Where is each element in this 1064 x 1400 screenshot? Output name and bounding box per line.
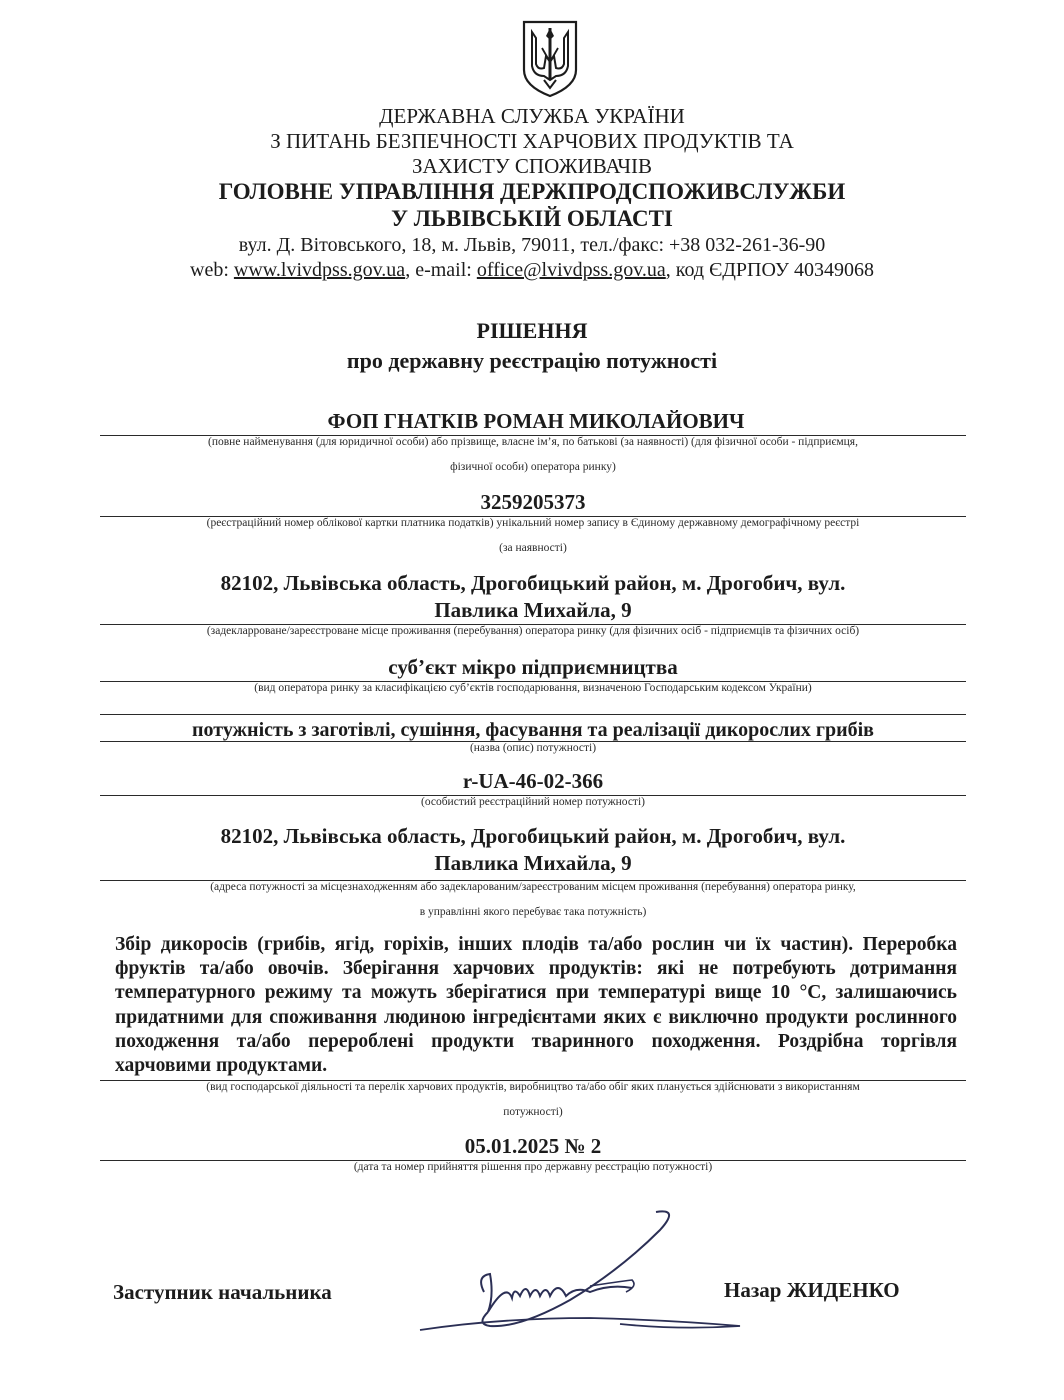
web-label: web:	[190, 259, 234, 281]
tax-number: 3259205373	[480, 490, 586, 514]
signatory-position: Заступник начальника	[113, 1280, 332, 1304]
office-name-line2: У ЛЬВІВСЬКІЙ ОБЛАСТІ	[391, 206, 673, 231]
facility-address-line2: Павлика Михайла, 9	[434, 851, 632, 875]
facility-name: потужність з заготівлі, сушіння, фасування та реалізації дикорослих грибів	[192, 719, 874, 741]
tax-number-caption-cont: (за наявності)	[499, 542, 567, 554]
agency-name-line3: ЗАХИСТУ СПОЖИВАЧІВ	[411, 154, 653, 178]
operator-name-caption-cont: фізичної особи) оператора ринку)	[450, 461, 616, 473]
operator-type: суб’єкт мікро підприємництва	[388, 655, 678, 679]
activity-caption-cont: потужності)	[503, 1106, 563, 1118]
agency-name-line1: ДЕРЖАВНА СЛУЖБА УКРАЇНИ	[379, 104, 685, 128]
office-name-line1: ГОЛОВНЕ УПРАВЛІННЯ ДЕРЖПРОДСПОЖИВСЛУЖБИ	[218, 179, 846, 204]
activity-description: Збір дикоросів (грибів, ягід, горіхів, інших плодів та/або рослин чи їх частин). Переробка фруктів та/або овочів. Зберігання харчових продуктів: які не потребують дотримання температурного режиму та можуть зберігатися при температурі вище 10 °С, залишаючись придатними для споживання людиною інгредієнтами яких є виключно продукти рослинного походження та/або перероблені продукти тваринного походження. Роздрібна торгівля харчовими продуктами.	[115, 934, 957, 1077]
email-link[interactable]: office@lvivdpss.gov.ua	[476, 259, 666, 281]
website-link[interactable]: www.lvivdpss.gov.ua	[233, 259, 406, 281]
document-subtitle: про державну реєстрацію потужності	[346, 348, 718, 373]
document-title: РІШЕННЯ	[476, 318, 588, 343]
residence-address-line2: Павлика Михайла, 9	[434, 598, 632, 622]
facility-address-line1: 82102, Львівська область, Дрогобицький район, м. Дрогобич, вул.	[220, 824, 846, 848]
residence-address-line1: 82102, Львівська область, Дрогобицький район, м. Дрогобич, вул.	[220, 571, 846, 595]
decision-date-number: 05.01.2025 № 2	[464, 1134, 602, 1158]
agency-name-line2: З ПИТАНЬ БЕЗПЕЧНОСТІ ХАРЧОВИХ ПРОДУКТІВ ТА	[270, 129, 794, 153]
operator-name: ФОП ГНАТКІВ РОМАН МИКОЛАЙОВИЧ	[327, 409, 745, 433]
facility-address-caption: (адреса потужності за місцезнаходженням або задекларованим/зареєстрованим місцем проживання (перебування) оператора ринку,	[210, 881, 856, 893]
signatory-name: Назар ЖИДЕНКО	[724, 1278, 900, 1302]
operator-type-caption: (вид оператора ринку за класифікацією суб’єктів господарювання, визначеною Господарським кодексом України)	[254, 682, 812, 694]
tax-number-caption: (реєстраційний номер облікової картки платника податків) унікальний номер запису в Єдиному державному демографічному реєстрі	[206, 517, 860, 529]
email-label: , e-mail:	[405, 259, 477, 281]
divider	[100, 714, 966, 715]
residence-caption: (задекларроване/зареєстроване місце проживання (перебування) оператора ринку (для фізичних осіб - підприємців та фізичних осіб)	[206, 625, 860, 637]
facility-address-caption-cont: в управлінні якого перебуває така потужність)	[419, 906, 647, 918]
activity-caption: (вид господарської діяльності та перелік харчових продуктів, виробництво та/або обіг яких планується здійснювати з використанням	[206, 1081, 860, 1093]
edrpou-code: , код ЄДРПОУ 40349068	[665, 259, 874, 281]
office-address: вул. Д. Вітовського, 18, м. Львів, 79011, тел./факс: +38 032-261-36-90	[238, 234, 826, 256]
handwritten-signature	[380, 1200, 760, 1350]
facility-name-caption: (назва (опис) потужності)	[469, 742, 597, 754]
reg-number-caption: (особистий реєстраційний номер потужності)	[420, 796, 645, 808]
decision-date-caption: (дата та номер прийняття рішення про державну реєстрацію потужності)	[353, 1161, 713, 1173]
office-contacts	[0, 258, 1064, 282]
trident-emblem-icon	[520, 18, 580, 98]
facility-registration-number: r-UA-46-02-366	[462, 769, 604, 793]
operator-name-caption: (повне найменування (для юридичної особи) або прізвище, власне ім’я, по батькові (за наявності) (для фізичної особи - підприємця,	[208, 436, 858, 448]
